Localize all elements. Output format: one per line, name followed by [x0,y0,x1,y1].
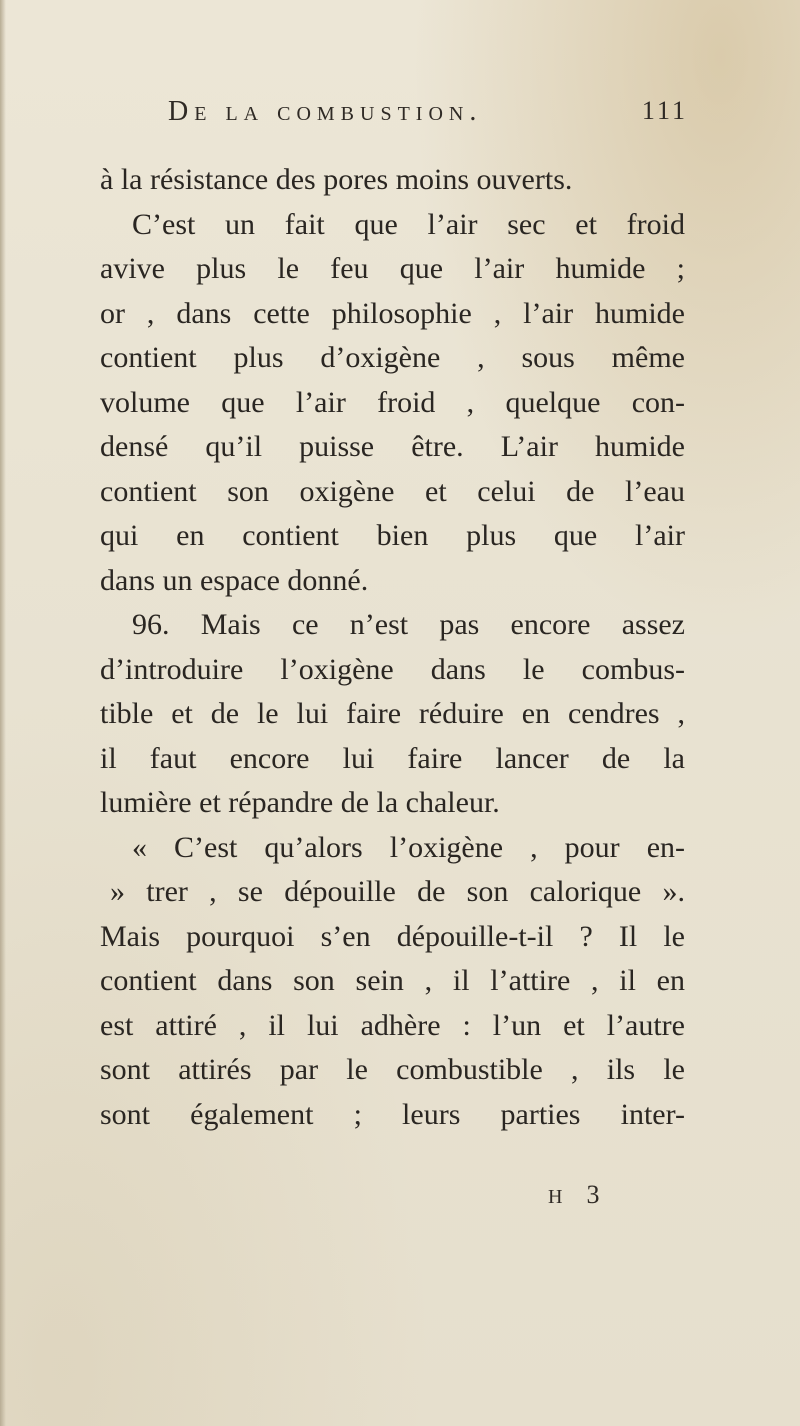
text-line: « C’est qu’alors l’oxigène , pour en- [132,830,685,864]
text-line: » trer , se dépouille de son calorique ». [110,875,685,908]
text-line: volume que l’air froid , quelque con- [100,385,685,419]
body-text [100,158,685,1137]
text-line: à la résistance des pores moins ouverts. [100,163,573,196]
text-line: tible et de le lui faire réduire en cendres , [100,697,685,730]
text-line: Mais pourquoi s’en dépouille-t-il ? Il le [100,919,685,953]
text-line: contient son oxigène et celui de l’eau [100,474,685,508]
signature-number: 3 [586,1180,600,1209]
page-left-edge [0,0,6,1426]
text-line: densé qu’il puisse être. L’air humide [100,430,685,463]
text-line: est attiré , il lui adhère : l’un et l’autre [100,1008,685,1042]
text-line: avive plus le feu que l’air humide ; [100,252,685,285]
page-number: 111 [641,96,688,125]
text-line: sont également ; leurs parties inter- [100,1097,685,1131]
text-line: il faut encore lui faire lancer de la [100,741,685,775]
text-line: contient dans son sein , il l’attire , il en [100,964,685,997]
text-line: dans un espace donné. [100,563,369,597]
running-head-title: De la combustion. [168,96,483,127]
text-line: lumière et répandre de la chaleur. [100,786,500,819]
signature-letter: H [548,1186,565,1208]
text-line: sont attirés par le combustible , ils le [100,1053,685,1086]
signature-mark [548,1180,628,1210]
text-line: 96. Mais ce n’est pas encore assez [132,608,685,641]
running-head [168,96,688,140]
text-line: contient plus d’oxigène , sous même [100,341,685,374]
text-line: qui en contient bien plus que l’air [100,519,685,552]
text-line: d’introduire l’oxigène dans le combus- [100,652,685,686]
text-line: or , dans cette philosophie , l’air humide [100,296,685,330]
text-line: C’est un fait que l’air sec et froid [132,207,685,241]
